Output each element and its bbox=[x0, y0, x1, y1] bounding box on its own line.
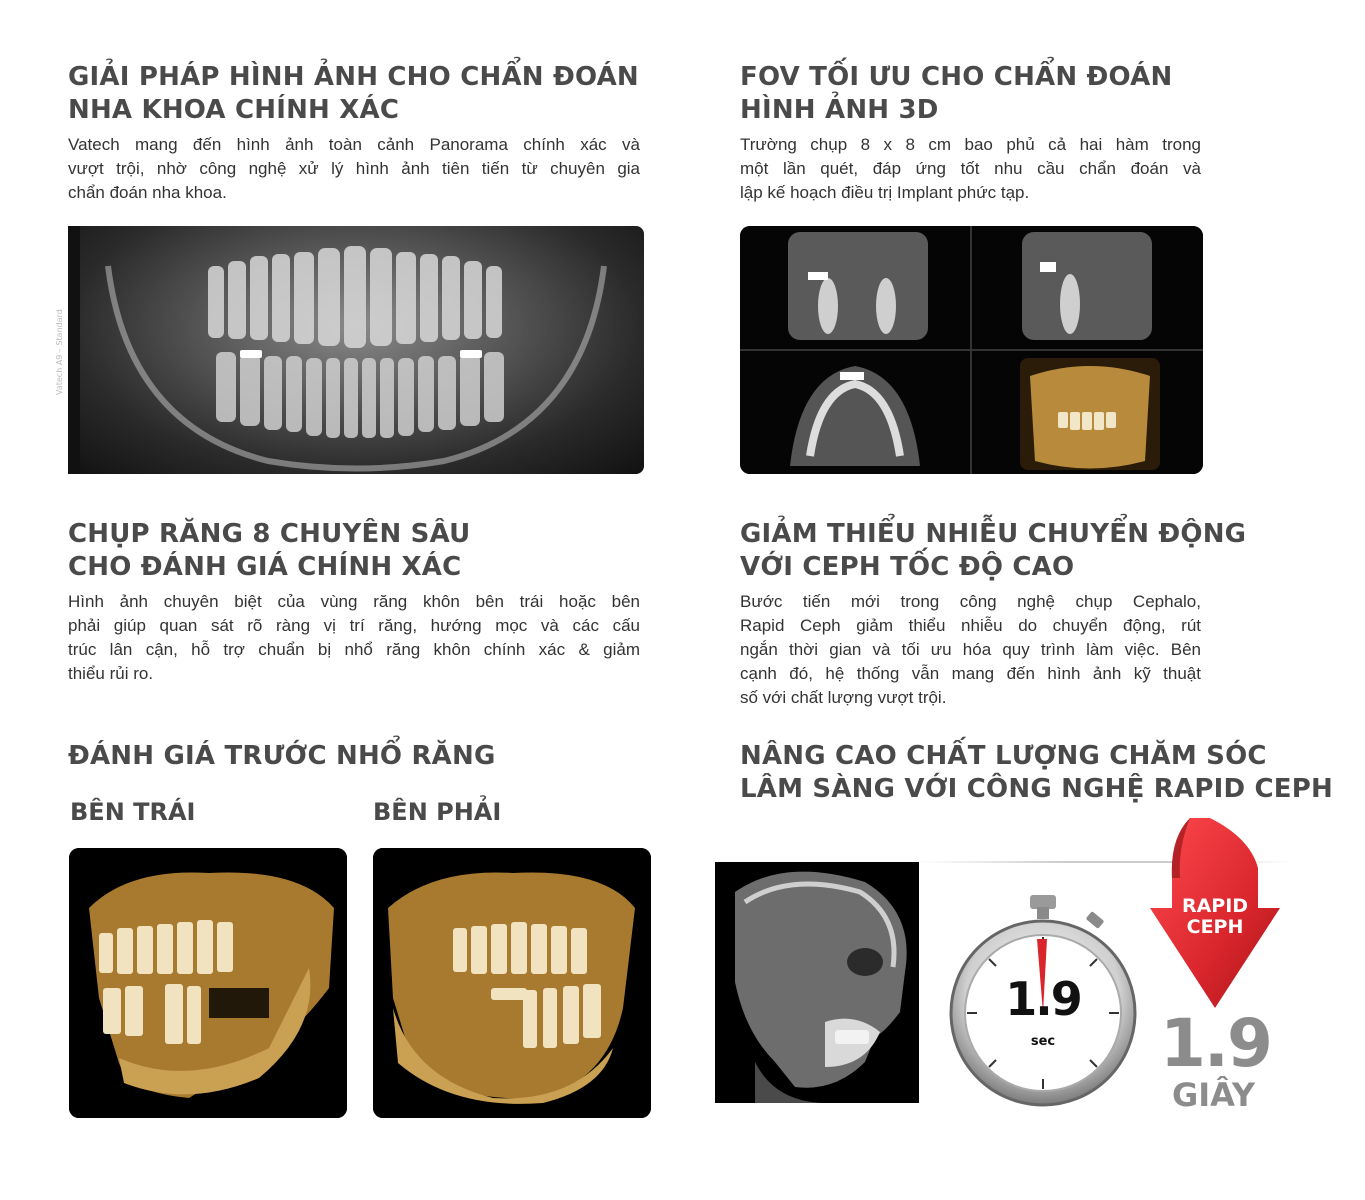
pano-side-strip bbox=[68, 226, 80, 474]
right-jaw-3d-image bbox=[373, 848, 651, 1118]
fov-desc-line-3: lập kế hoạch điều trị Implant phức tạp. bbox=[740, 183, 1030, 202]
rapid-title-line-1: NÂNG CAO CHẤT LƯỢNG CHĂM SÓC bbox=[740, 741, 1267, 771]
motion-title-line-2: VỚI CEPH TỐC ĐỘ CAO bbox=[740, 552, 1075, 582]
rapid-ceph-badge-text bbox=[1150, 896, 1280, 938]
badge-line-1: RAPID bbox=[1181, 895, 1249, 917]
extraction-title-text: ĐÁNH GIÁ TRƯỚC NHỔ RĂNG bbox=[68, 741, 496, 771]
cbct-multiview-image bbox=[740, 226, 1203, 474]
pano-image-label: Vatech A9 – Standard bbox=[55, 309, 64, 395]
rapid-big-value: 1.9 bbox=[1160, 1005, 1271, 1082]
rapid-big-unit: GIÂY bbox=[1172, 1076, 1256, 1114]
rapid-title bbox=[740, 740, 1333, 806]
fov-title-line-2: HÌNH ẢNH 3D bbox=[740, 95, 939, 125]
fov-desc-line-1: Trường chụp 8 x 8 cm bao phủ cả hai hàm trong bbox=[740, 135, 1201, 154]
motion-title bbox=[740, 518, 1246, 584]
motion-desc-line-1: Bước tiến mới trong công nghệ chụp Cephalo, bbox=[740, 592, 1201, 611]
rapid-title-line-2: LÂM SÀNG VỚI CÔNG NGHỆ RAPID CEPH bbox=[740, 774, 1333, 804]
motion-description bbox=[740, 590, 1201, 710]
left-jaw-3d-image bbox=[69, 848, 347, 1118]
right-side-label: BÊN PHẢI bbox=[373, 798, 502, 826]
fov-title-line-1: FOV TỐI ƯU CHO CHẨN ĐOÁN bbox=[740, 62, 1173, 92]
tooth8-title bbox=[68, 518, 470, 584]
tooth8-title-line-1: CHỤP RĂNG 8 CHUYÊN SÂU bbox=[68, 519, 471, 549]
tooth8-title-line-2: CHO ĐÁNH GIÁ CHÍNH XÁC bbox=[68, 552, 462, 582]
stopwatch-unit: sec bbox=[1030, 1034, 1056, 1049]
pano-desc-line-2: vượt trội, nhờ công nghệ xử lý hình ảnh tiên tiến từ chuyên gia bbox=[68, 159, 640, 178]
fov-title bbox=[740, 61, 1172, 127]
pano-title-line-2: NHA KHOA CHÍNH XÁC bbox=[68, 95, 400, 125]
tooth8-description bbox=[68, 590, 640, 686]
tooth8-desc-line-1: Hình ảnh chuyên biệt của vùng răng khôn bên trái hoặc bên bbox=[68, 592, 640, 611]
left-side-label: BÊN TRÁI bbox=[70, 798, 196, 826]
motion-desc-line-3: ngắn thời gian và tối ưu hóa quy trình làm việc. Bên bbox=[740, 640, 1201, 659]
tooth8-desc-line-3: trúc lân cận, hỗ trợ chuẩn bị nhổ răng khôn chính xác & giảm bbox=[68, 640, 640, 659]
motion-title-line-1: GIẢM THIỂU NHIỄU CHUYỂN ĐỘNG bbox=[740, 519, 1247, 549]
pano-desc-line-1: Vatech mang đến hình ảnh toàn cảnh Panorama chính xác và bbox=[68, 135, 640, 154]
extraction-title bbox=[68, 740, 496, 773]
panoramic-xray-image bbox=[68, 226, 644, 474]
motion-desc-line-4: cạnh đó, hệ thống vẫn mang đến hình ảnh kỹ thuật bbox=[740, 664, 1201, 683]
badge-line-2: CEPH bbox=[1186, 916, 1244, 938]
cephalometric-xray-image bbox=[715, 862, 919, 1103]
stopwatch-value: 1.9 bbox=[1005, 972, 1081, 1026]
tooth8-desc-line-4: thiểu rủi ro. bbox=[68, 664, 154, 683]
pano-title-line-1: GIẢI PHÁP HÌNH ẢNH CHO CHẨN ĐOÁN bbox=[68, 62, 639, 92]
pano-title bbox=[68, 61, 639, 127]
pano-description bbox=[68, 133, 640, 205]
motion-desc-line-5: số với chất lượng vượt trội. bbox=[740, 688, 947, 707]
fov-desc-line-2: một lần quét, đáp ứng tốt nhu cầu chẩn đoán và bbox=[740, 159, 1201, 178]
tooth8-desc-line-2: phải giúp quan sát rõ ràng vị trí răng, hướng mọc và các cấu bbox=[68, 616, 640, 635]
fov-description bbox=[740, 133, 1201, 205]
pano-desc-line-3: chẩn đoán nha khoa. bbox=[68, 183, 227, 202]
motion-desc-line-2: Rapid Ceph giảm thiểu nhiễu do chuyển động, rút bbox=[740, 616, 1201, 635]
